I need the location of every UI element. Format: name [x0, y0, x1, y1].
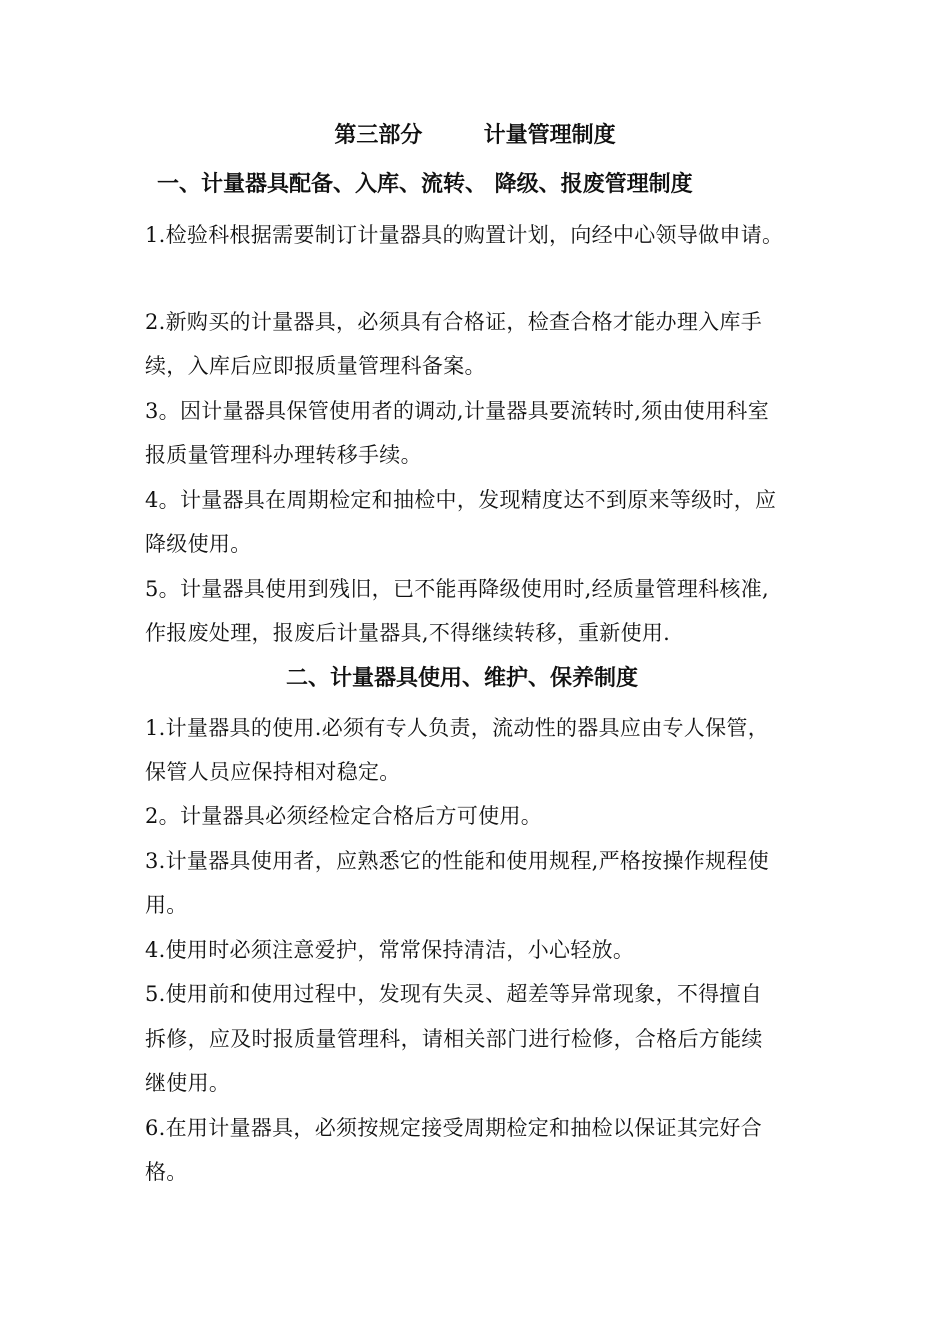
section-2-line: 3.计量器具使用者，应熟悉它的性能和使用规程,严格按操作规程使 [145, 849, 770, 873]
section-2-line: 5.使用前和使用过程中，发现有失灵、超差等异常现象，不得擅自 [145, 982, 763, 1006]
section-2-line: 6.在用计量器具，必须按规定接受周期检定和抽检以保证其完好合 [145, 1116, 763, 1140]
section-2-line: 1.计量器具的使用.必须有专人负责，流动性的器具应由专人保管， [145, 716, 770, 740]
section-2-heading: 二、计量器具使用、维护、保养制度 [286, 666, 639, 691]
section-1-line: 降级使用。 [145, 532, 252, 556]
section-1-line: 3。因计量器具保管使用者的调动,计量器具要流转时,须由使用科室 [145, 399, 770, 423]
section-1-line: 4。计量器具在周期检定和抽检中，发现精度达不到原来等级时，应 [145, 488, 777, 512]
section-1-line: 1.检验科根据需要制订计量器具的购置计划，向经中心领导做申请。 [145, 223, 784, 247]
section-2-line: 用。 [145, 893, 188, 917]
section-1-heading: 一、计量器具配备、入库、流转、 降级、报废管理制度 [157, 172, 693, 197]
section-1-line: 作报废处理，报废后计量器具,不得继续转移，重新使用. [145, 621, 671, 645]
section-1-line: 报质量管理科办理转移手续。 [145, 443, 422, 467]
section-2-line: 拆修，应及时报质量管理科，请相关部门进行检修，合格后方能续 [145, 1027, 763, 1051]
section-2-line: 继使用。 [145, 1071, 231, 1095]
section-2-line: 2。计量器具必须经检定合格后方可使用。 [145, 804, 543, 828]
section-2-line: 格。 [145, 1160, 188, 1184]
section-1-line: 2.新购买的计量器具，必须具有合格证，检查合格才能办理入库手 [145, 310, 763, 334]
document-title: 第三部分 计量管理制度 [334, 123, 616, 148]
section-1-line: 续，入库后应即报质量管理科备案。 [145, 354, 486, 378]
section-2-line: 4.使用时必须注意爱护，常常保持清洁，小心轻放。 [145, 938, 635, 962]
section-1-line: 5。计量器具使用到残旧，已不能再降级使用时,经质量管理科核准, [145, 577, 770, 601]
section-2-line: 保管人员应保持相对稳定。 [145, 760, 401, 784]
